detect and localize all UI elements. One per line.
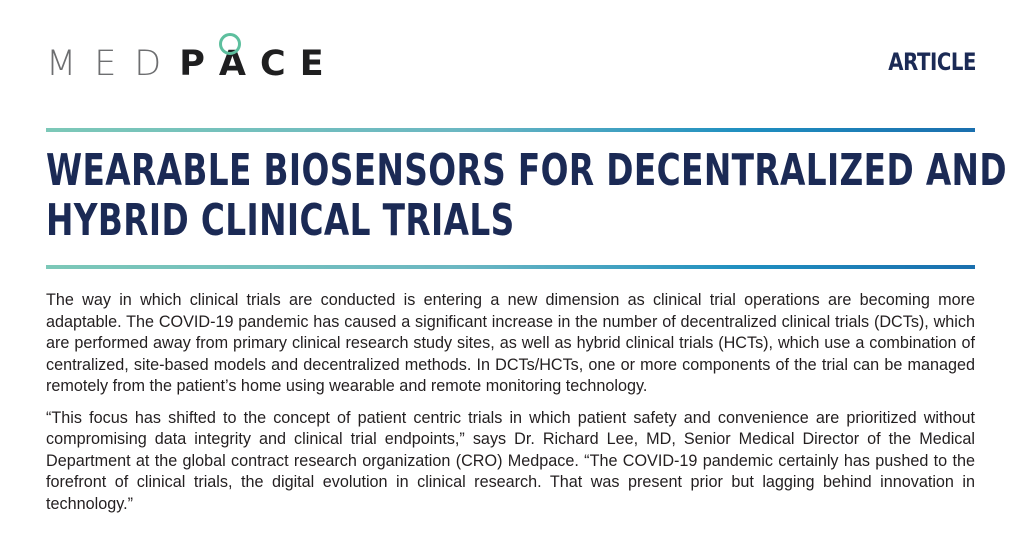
article-title: [46, 145, 1007, 246]
article-body: [46, 290, 975, 525]
logo-letter-p: P: [179, 44, 219, 84]
paragraph-2: “This focus has shifted to the concept of patient centric trials in which patient safety and convenience are prioritized without compromising data integrity and clinical trial endpoints,” says Dr. Richard Lee, MD, Senior Medical Director of the Medical Department at the global contract research organization (CRO) Medpace. “The COVID-19 pandemic certainly has pushed to the forefront of clinical trials, the digital evolution in clinical research. That was present prior but lagging behind innovation in technology.”: [46, 408, 975, 513]
title-line-2: HYBRID CLINICAL TRIALS: [46, 195, 515, 246]
logo-light-text: MED: [46, 44, 180, 84]
logo-letter-e: E: [299, 44, 338, 84]
title-line-1: WEARABLE BIOSENSORS FOR DECENTRALIZED AND: [46, 145, 1007, 196]
logo-letter-a: A: [219, 47, 260, 82]
article-type-label: ARTICLE: [888, 48, 976, 76]
title-divider: [46, 265, 975, 269]
logo-ring-icon: [219, 33, 241, 55]
medpace-logo: [46, 42, 338, 82]
paragraph-1: The way in which clinical trials are conducted is entering a new dimension as clinical trial operations are becoming more adaptable. The COVID-19 pandemic has caused a significant increase in the number of decentralized clinical trials (DCTs), which are performed away from primary clinical research study sites, as well as hybrid clinical trials (HCTs), which use a combination of centralized, site-based models and decentralized methods. In DCTs/HCTs, one or more components of the trial can be managed remotely from the patient’s home using wearable and remote monitoring technology.: [46, 291, 975, 395]
page-header: [46, 40, 976, 90]
logo-letter-c: C: [260, 44, 300, 84]
logo-bold-text: [179, 44, 338, 84]
top-divider: [46, 128, 975, 132]
